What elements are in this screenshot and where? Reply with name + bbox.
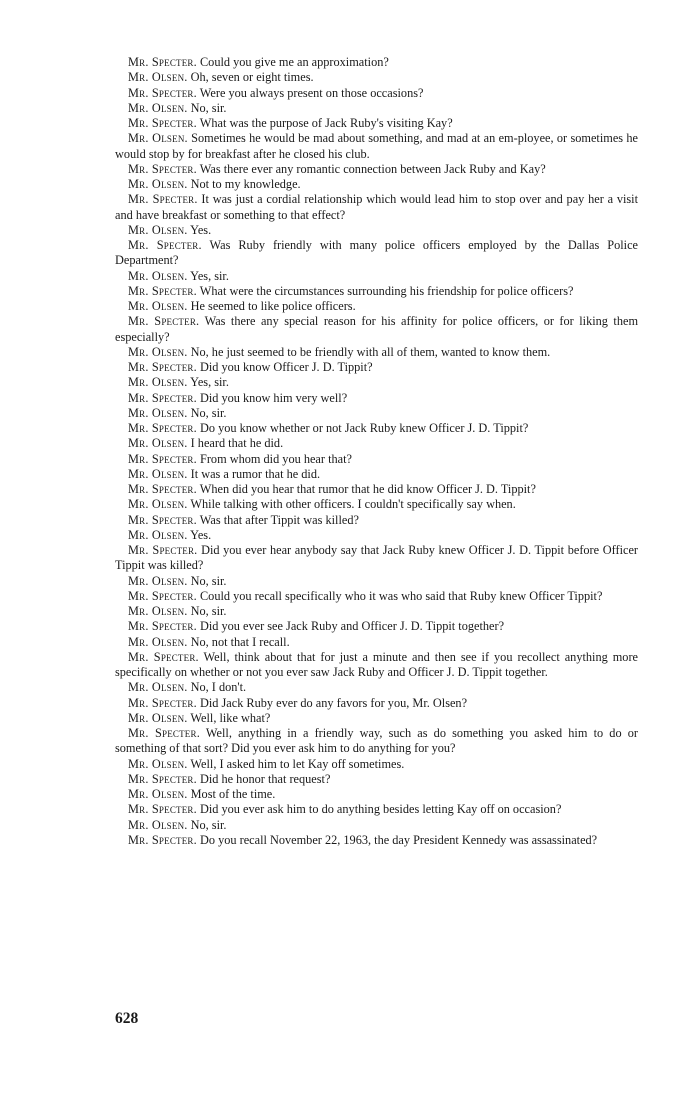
speaker-name: Mr. Olsen.	[128, 405, 188, 420]
speaker-name: Mr. Specter.	[128, 726, 200, 740]
transcript-paragraph	[115, 513, 638, 528]
speaker-name: Mr. Specter.	[128, 695, 197, 710]
transcript-paragraph	[115, 818, 638, 833]
utterance-text: Yes.	[190, 527, 212, 542]
utterance-text: Was there ever any romantic connection between Jack Ruby and Kay?	[199, 161, 546, 176]
utterance-text: Was Ruby friendly with many police officers employed by the Dallas Police Department?	[115, 238, 638, 268]
speaker-name: Mr. Olsen.	[128, 497, 188, 512]
speaker-name: Mr. Specter.	[128, 482, 197, 496]
speaker-name: Mr. Specter.	[128, 116, 197, 130]
transcript-paragraph	[115, 696, 638, 711]
speaker-name: Mr. Olsen.	[128, 375, 188, 390]
transcript-paragraph	[115, 757, 638, 772]
speaker-name: Mr. Specter.	[128, 588, 197, 603]
transcript-paragraph	[115, 726, 638, 757]
speaker-name: Mr. Specter.	[128, 619, 197, 634]
speaker-name: Mr. Olsen.	[128, 70, 188, 85]
transcript-paragraph	[115, 772, 638, 787]
transcript-paragraph	[115, 345, 638, 360]
utterance-text: I heard that he did.	[190, 436, 284, 451]
speaker-name: Mr. Specter.	[128, 55, 197, 69]
utterance-text: Could you recall specifically who it was who said that Ruby knew Officer Tippit?	[199, 588, 603, 603]
transcript-paragraph	[115, 452, 638, 467]
speaker-name: Mr. Specter.	[128, 238, 202, 252]
speaker-name: Mr. Specter.	[128, 192, 198, 207]
speaker-name: Mr. Olsen.	[128, 527, 188, 542]
utterance-text: Yes.	[190, 222, 212, 237]
utterance-text: No, not that I recall.	[190, 634, 290, 649]
speaker-name: Mr. Olsen.	[128, 710, 188, 725]
speaker-name: Mr. Specter.	[128, 802, 197, 817]
speaker-name: Mr. Specter.	[128, 85, 197, 100]
utterance-text: It was a rumor that he did.	[190, 466, 321, 481]
transcript-paragraph	[115, 604, 638, 619]
utterance-text: No, I don't.	[190, 680, 247, 695]
utterance-text: No, sir.	[190, 100, 227, 115]
speaker-name: Mr. Specter.	[128, 649, 199, 664]
transcript-paragraph	[115, 131, 638, 162]
speaker-name: Mr. Olsen.	[128, 299, 188, 313]
utterance-text: Not to my knowledge.	[190, 177, 301, 191]
transcript-paragraph	[115, 223, 638, 238]
utterance-text: Well, I asked him to let Kay off sometimes.	[190, 756, 405, 771]
speaker-name: Mr. Specter.	[128, 161, 197, 176]
speaker-name: Mr. Olsen.	[128, 100, 188, 115]
utterance-text: Well, anything in a friendly way, such as do something you asked him to do or something of that sort? Did you ever ask him to do anything for you?	[115, 726, 638, 756]
transcript-paragraph	[115, 497, 638, 512]
utterance-text: Was that after Tippit was killed?	[199, 512, 359, 527]
utterance-text: Well, think about that for just a minute and then see if you recollect anything more specifically on whether or not you ever saw Jack Ruby and Officer J. D. Tippit together.	[115, 649, 638, 679]
speaker-name: Mr. Specter.	[128, 283, 197, 298]
utterance-text: Was there any special reason for his affinity for police officers, or for liking them especially?	[115, 314, 639, 344]
speaker-name: Mr. Olsen.	[128, 466, 188, 481]
utterance-text: He seemed to like police officers.	[190, 299, 356, 313]
utterance-text: Could you give me an approximation?	[199, 55, 389, 69]
speaker-name: Mr. Olsen.	[128, 604, 188, 618]
speaker-name: Mr. Olsen.	[128, 436, 188, 451]
utterance-text: Did he honor that request?	[199, 771, 331, 786]
speaker-name: Mr. Olsen.	[128, 634, 188, 649]
utterance-text: Do you know whether or not Jack Ruby knew Officer J. D. Tippit?	[199, 421, 529, 435]
transcript-paragraph	[115, 802, 638, 817]
utterance-text: No, sir.	[190, 604, 227, 618]
transcript-paragraph	[115, 421, 638, 436]
speaker-name: Mr. Olsen.	[128, 177, 188, 191]
transcript-paragraph	[115, 299, 638, 314]
transcript-paragraph	[115, 360, 638, 375]
speaker-name: Mr. Specter.	[128, 314, 200, 329]
speaker-name: Mr. Specter.	[128, 451, 197, 466]
speaker-name: Mr. Olsen.	[128, 222, 188, 237]
utterance-text: Did you know him very well?	[199, 390, 348, 405]
utterance-text: It was just a cordial relationship which would lead him to stop over and pay her a visit and have breakfast or something to that effect?	[115, 192, 639, 222]
utterance-text: While talking with other officers. I couldn't specifically say when.	[190, 497, 516, 512]
transcript-paragraph	[115, 192, 638, 223]
transcript-paragraph	[115, 86, 638, 101]
transcript-paragraph	[115, 467, 638, 482]
transcript-paragraph	[115, 269, 638, 284]
utterance-text: No, sir.	[190, 817, 227, 832]
speaker-name: Mr. Olsen.	[128, 756, 188, 771]
utterance-text: No, he just seemed to be friendly with all of them, wanted to know them.	[190, 344, 551, 359]
speaker-name: Mr. Olsen.	[128, 344, 188, 359]
utterance-text: No, sir.	[190, 405, 227, 420]
transcript-paragraph	[115, 711, 638, 726]
transcript-paragraph	[115, 650, 638, 681]
transcript-paragraph	[115, 314, 638, 345]
utterance-text: Yes, sir.	[190, 375, 229, 390]
speaker-name: Mr. Specter.	[128, 832, 197, 847]
speaker-name: Mr. Specter.	[128, 360, 197, 374]
transcript-paragraph	[115, 574, 638, 589]
utterance-text: Do you recall November 22, 1963, the day President Kennedy was assassinated?	[199, 832, 598, 847]
transcript-paragraph	[115, 589, 638, 604]
page-number: 628	[115, 1010, 139, 1027]
utterance-text: Sometimes he would be mad about something, and mad at an em-ployee, or sometimes he would stop by for breakfast after he closed his club.	[115, 131, 638, 161]
speaker-name: Mr. Olsen.	[128, 131, 188, 146]
speaker-name: Mr. Olsen.	[128, 817, 188, 832]
speaker-name: Mr. Olsen.	[128, 268, 188, 283]
speaker-name: Mr. Specter.	[128, 421, 197, 435]
utterance-text: Did you ever see Jack Ruby and Officer J. D. Tippit together?	[199, 619, 505, 634]
transcript-paragraph	[115, 833, 638, 848]
utterance-text: Did you know Officer J. D. Tippit?	[199, 360, 373, 374]
transcript-paragraph	[115, 70, 638, 85]
transcript-paragraph	[115, 284, 638, 299]
speaker-name: Mr. Specter.	[128, 390, 197, 405]
speaker-name: Mr. Olsen.	[128, 573, 188, 588]
speaker-name: Mr. Olsen.	[128, 680, 188, 695]
transcript-paragraph	[115, 406, 638, 421]
transcript-paragraph	[115, 787, 638, 802]
utterance-text: What was the purpose of Jack Ruby's visiting Kay?	[199, 116, 453, 130]
utterance-text: Well, like what?	[190, 710, 271, 725]
transcript-paragraph	[115, 619, 638, 634]
utterance-text: No, sir.	[190, 573, 227, 588]
transcript-paragraph	[115, 528, 638, 543]
speaker-name: Mr. Specter.	[128, 543, 198, 557]
transcript-paragraph	[115, 543, 638, 574]
utterance-text: Yes, sir.	[190, 268, 229, 283]
utterance-text: Did you ever ask him to do anything besides letting Kay off on occasion?	[199, 802, 562, 817]
transcript-paragraph	[115, 177, 638, 192]
utterance-text: Did Jack Ruby ever do any favors for you, Mr. Olsen?	[199, 695, 468, 710]
utterance-text: Did you ever hear anybody say that Jack Ruby knew Officer J. D. Tippit before Officer Tippit was killed?	[115, 543, 639, 573]
transcript-paragraph	[115, 635, 638, 650]
utterance-text: What were the circumstances surrounding his friendship for police officers?	[199, 283, 574, 298]
utterance-text: Were you always present on those occasions?	[199, 85, 424, 100]
transcript-paragraph	[115, 116, 638, 131]
transcript-paragraph	[115, 391, 638, 406]
transcript-paragraph	[115, 482, 638, 497]
transcript-body	[115, 55, 638, 848]
speaker-name: Mr. Olsen.	[128, 787, 188, 801]
transcript-paragraph	[115, 55, 638, 70]
utterance-text: Most of the time.	[190, 787, 276, 801]
transcript-paragraph	[115, 238, 638, 269]
transcript-paragraph	[115, 101, 638, 116]
transcript-paragraph	[115, 162, 638, 177]
utterance-text: Oh, seven or eight times.	[190, 70, 314, 85]
utterance-text: When did you hear that rumor that he did know Officer J. D. Tippit?	[199, 482, 536, 496]
utterance-text: From whom did you hear that?	[199, 451, 352, 466]
transcript-paragraph	[115, 436, 638, 451]
speaker-name: Mr. Specter.	[128, 771, 197, 786]
transcript-paragraph	[115, 375, 638, 390]
speaker-name: Mr. Specter.	[128, 512, 197, 527]
transcript-paragraph	[115, 680, 638, 695]
